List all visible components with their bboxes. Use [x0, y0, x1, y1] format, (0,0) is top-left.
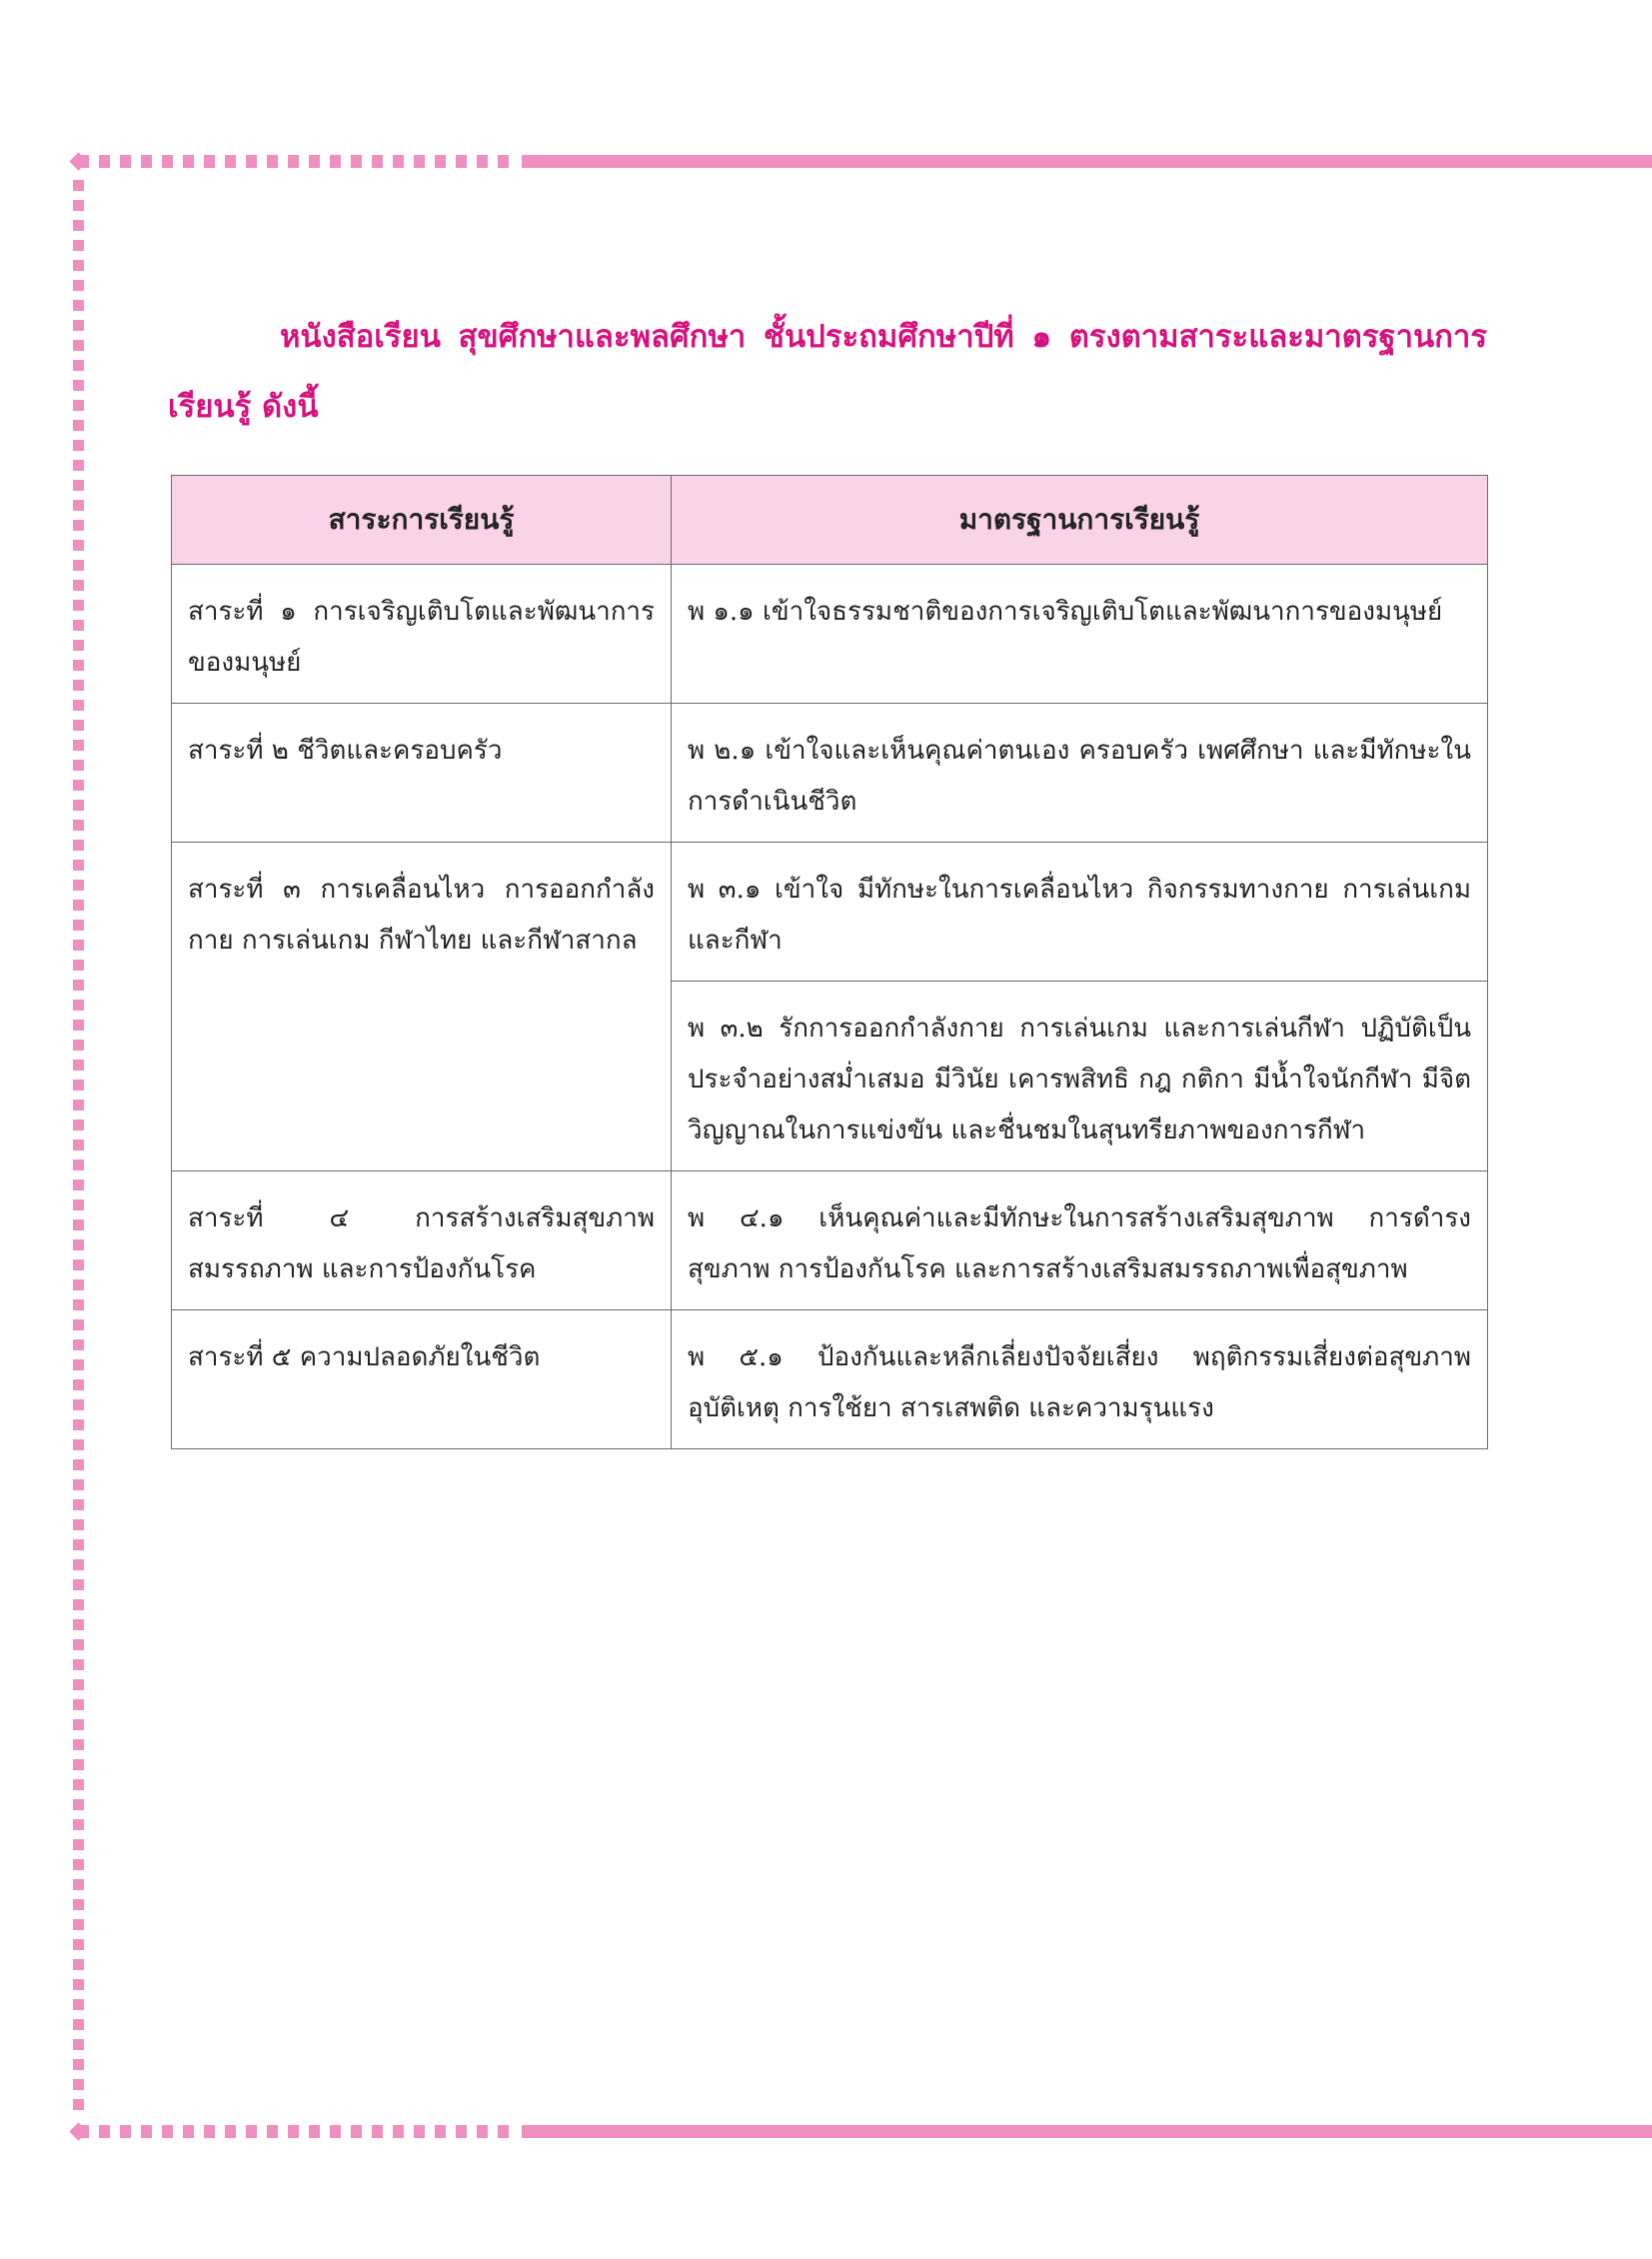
header-standard: มาตรฐานการเรียนรู้ [672, 476, 1488, 565]
curriculum-table [171, 475, 1488, 1449]
strand-cell: สาระที่ ๒ ชีวิตและครอบครัว [172, 704, 672, 843]
standard-cell: พ ๓.๑ เข้าใจ มีทักษะในการเคลื่อนไหว กิจกรรมทางกาย การเล่นเกม และกีฬา [672, 843, 1488, 982]
table-header-row [172, 476, 1488, 565]
table-row [172, 704, 1488, 843]
strand-cell: สาระที่ ๑ การเจริญเติบโตและพัฒนาการของมนุษย์ [172, 565, 672, 704]
standard-cell: พ ๒.๑ เข้าใจและเห็นคุณค่าตนเอง ครอบครัว เพศศึกษา และมีทักษะในการดำเนินชีวิต [672, 704, 1488, 843]
standard-cell: พ ๑.๑ เข้าใจธรรมชาติของการเจริญเติบโตและพัฒนาการของมนุษย์ [672, 565, 1488, 704]
frame-top-solid-border [522, 155, 1652, 168]
table-row [172, 565, 1488, 704]
frame-top-dotted-border [78, 155, 510, 168]
table-row [172, 843, 1488, 982]
strand-cell: สาระที่ ๔ การสร้างเสริมสุขภาพ สมรรถภาพ และการป้องกันโรค [172, 1171, 672, 1310]
frame-bottom-dotted-border [78, 2125, 510, 2138]
standard-cell: พ ๕.๑ ป้องกันและหลีกเลี่ยงปัจจัยเสี่ยง พฤติกรรมเสี่ยงต่อสุขภาพ อุบัติเหตุ การใช้ยา สารเสพติด และความรุนแรง [672, 1310, 1488, 1449]
table-row [172, 1310, 1488, 1449]
strand-cell: สาระที่ ๕ ความปลอดภัยในชีวิต [172, 1310, 672, 1449]
frame-bottom-solid-border [522, 2125, 1652, 2138]
standard-cell: พ ๓.๒ รักการออกกำลังกาย การเล่นเกม และการเล่นกีฬา ปฏิบัติเป็นประจำอย่างสม่ำเสมอ มีวินัย เคารพสิทธิ กฎ กติกา มีน้ำใจนักกีฬา มีจิตวิญญาณในการแข่งขัน และชื่นชมในสุนทรียภาพของการกีฬา [672, 982, 1488, 1171]
frame-left-dotted-border [73, 180, 84, 2114]
intro-paragraph: หนังสือเรียน สุขศึกษาและพลศึกษา ชั้นประถมศึกษาปีที่ ๑ ตรงตามสาระและมาตรฐานการเรียนรู้ ดังนี้ [168, 319, 1487, 425]
strand-cell: สาระที่ ๓ การเคลื่อนไหว การออกกำลังกาย การเล่นเกม กีฬาไทย และกีฬาสากล [172, 843, 672, 1171]
table-row [172, 1171, 1488, 1310]
header-strand: สาระการเรียนรู้ [172, 476, 672, 565]
standard-cell: พ ๔.๑ เห็นคุณค่าและมีทักษะในการสร้างเสริมสุขภาพ การดำรงสุขภาพ การป้องกันโรค และการสร้างเสริมสมรรถภาพเพื่อสุขภาพ [672, 1171, 1488, 1310]
